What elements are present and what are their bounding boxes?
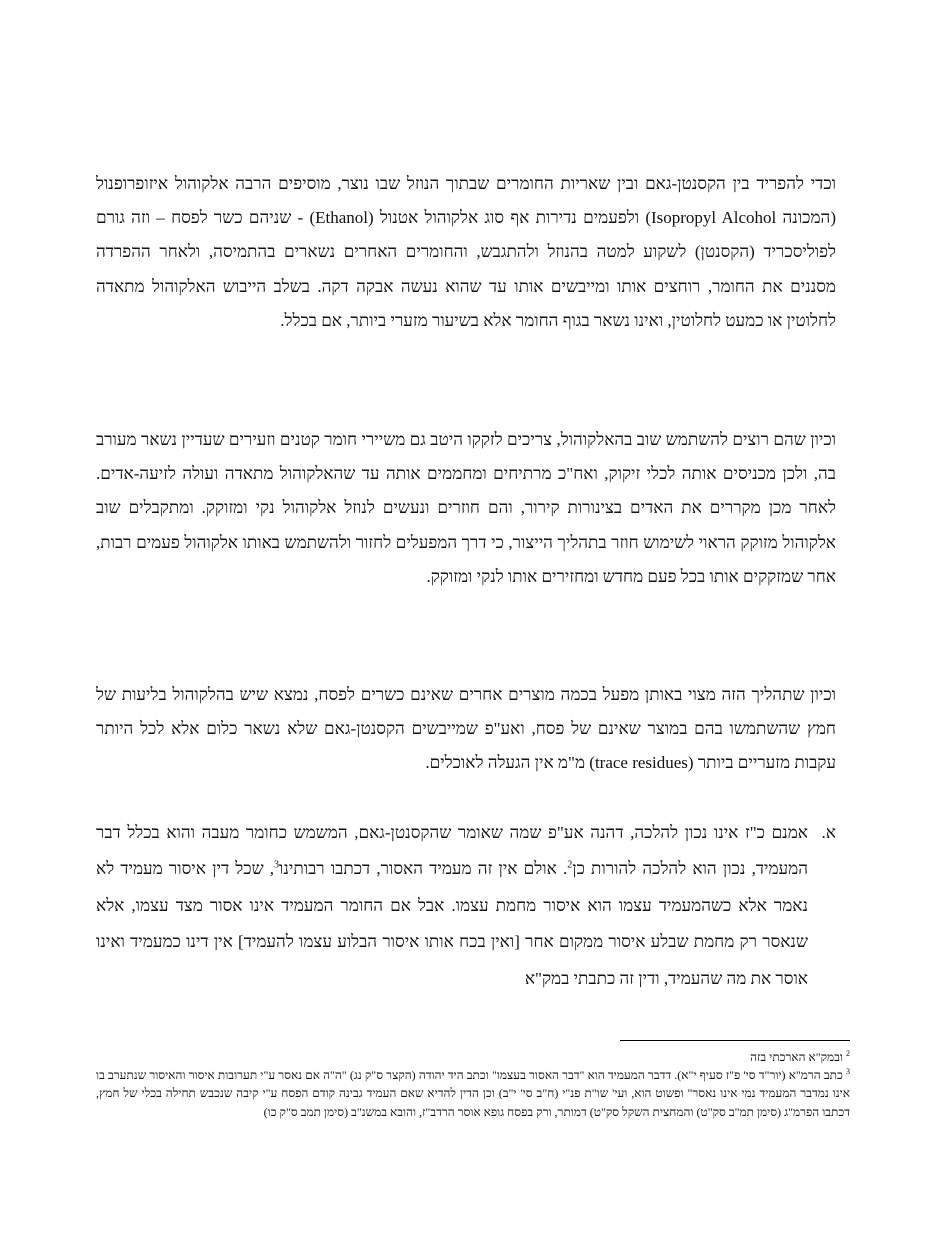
item-text-part-2: . אולם אין זה מעמיד האסור, דכתבו רבותינו [279, 859, 568, 879]
list-item-letter: א. [821, 823, 836, 842]
footnotes-section [96, 1048, 850, 1121]
item-text-part-1: אמנם כ"ז אינו נכון להלכה, דהנה אע"פ שמה שאומר שהקסנטן-גאם, המשמש כחומר מעבה והוא בכלל דבר המעמיד, נכון הוא להלכה להורות כן [96, 823, 809, 879]
footnote-2-mark: 2 [846, 1049, 850, 1058]
item-text-part-3: , שכל דין איסור מעמיד לא נאמר אלא כשהמעמיד עצמו הוא איסור מחמת עצמו. אבל אם החומר המעמיד אינו אסור מצד עצמו, אלא שנאסר רק מחמת שבלע איסור ממקום אחר [ואין בכח אותו איסור הבלוע עצמו להעמיד] אין דינו כמעמיד ואינו אוסר את מה שהעמיד, ודין זה כתבתי במק"א [96, 859, 808, 988]
list-item-a [96, 815, 836, 997]
paragraph-separation-process: וכדי להפריד בין הקסנטן-גאם ובין שאריות החומרים שבתוך הנוזל שבו נוצר, מוסיפים הרבה אלקוהול איזופרופנול (המכונה Isopropyl Alcohol) ולפעמים נדירות אף סוג אלקוהול אטנול (Ethanol) - שניהם כשר לפסח – וזה גורם לפוליסכריד (הקסנטן) לשקוע למטה בהנוזל ולהתגבש, והחומרים האחרים נשארים בהתמיסה, ולאחר ההפרדה מסננים את החומר, רוחצים אותו ומייבשים אותו עד שהוא נעשה אבקה דקה. בשלב הייבוש האלקוהול מתאדה לחלוטין או כמעט לחלוטין, ואינו נשאר בגוף החומר אלא בשיעור מזערי ביותר, אם בכלל. [96, 174, 836, 330]
footnote-3-text: כתב הרמ"א (יור"ד סי' פ"ז סעיף י"א). דדבר המעמיד הוא "דבר האסור בעצמו" וכתב היד יהודה (הקצר ס"ק נג) "ה"ה אם נאסר ע"י תערובות איסור והאיסור שנתערב בו אינו נמדבר המעמיד נמי אינו נאסר" ופשוט הוא, ועי' שו"ת פנ"י (ח"ב סי' י"ב) וכן הדין להדיא שאם העמיד גבינה קודם הפסח ע"י קיבה שנכבש תחילה בכלי של חמץ, דכתבו הפרמ"ג (סימן תמ"ב סק"ט) והמחצית השקל סק"ט) דמותר, ורק בפסח גופא אוסר הרדב"ז, והובא במשנ"ב (סימן תמב ס"ק כו) [96, 1068, 850, 1119]
list-item-text [96, 815, 808, 997]
footnote-2-text: ובמק"א הארכתי בזה [750, 1050, 843, 1064]
footnote-2 [96, 1048, 850, 1066]
footnote-3 [96, 1066, 850, 1121]
footnote-ref-3[interactable]: 3 [274, 859, 280, 871]
paragraph-chametz-absorption: וכיון שתהליך הזה מצוי באותן מפעל בכמה מוצרים אחרים שאינם כשרים לפסח, נמצא שיש בהלקוהול בליעות של חמץ שהשתמשו בהם במוצר שאינם של פסח, ואע"פ שמייבשים הקסנטן-גאם שלא נשאר כלום אלא לכל היותר עקבות מזעריים ביותר (trace residues) מ"מ אין הגעלה לאוכלים. [96, 685, 836, 773]
paragraph-alcohol-distillation: וכיון שהם רוצים להשתמש שוב בהאלקוהול, צריכים לזקקו היטב גם משיירי חומר קטנים וזעירים שעדיין נשאר מעורב בה, ולכן מכניסים אותה לכלי זיקוק, ואח"כ מרתיחים ומחממים אותה עד שהאלקוהול מתאדה ועולה לזיעה-אדים. לאחר מכן מקררים את האדים בצינורות קירור, והם חוזרים ונעשים לנוזל אלקוהול נקי ומזוקק. ומתקבלים שוב אלקוהול מזוקק הראוי לשימוש חוזר בתהליך הייצור, כי דרך המפעלים לחזור ולהשתמש באותו אלקוהול פעמים רבות, אחר שמזקקים אותו בכל פעם מחדש ומחזירים אותו לנקי ומזוקק. [96, 430, 836, 586]
footnote-3-mark: 3 [846, 1067, 850, 1077]
footnote-separator [620, 1040, 850, 1041]
footnote-ref-2[interactable]: 2 [567, 859, 573, 871]
